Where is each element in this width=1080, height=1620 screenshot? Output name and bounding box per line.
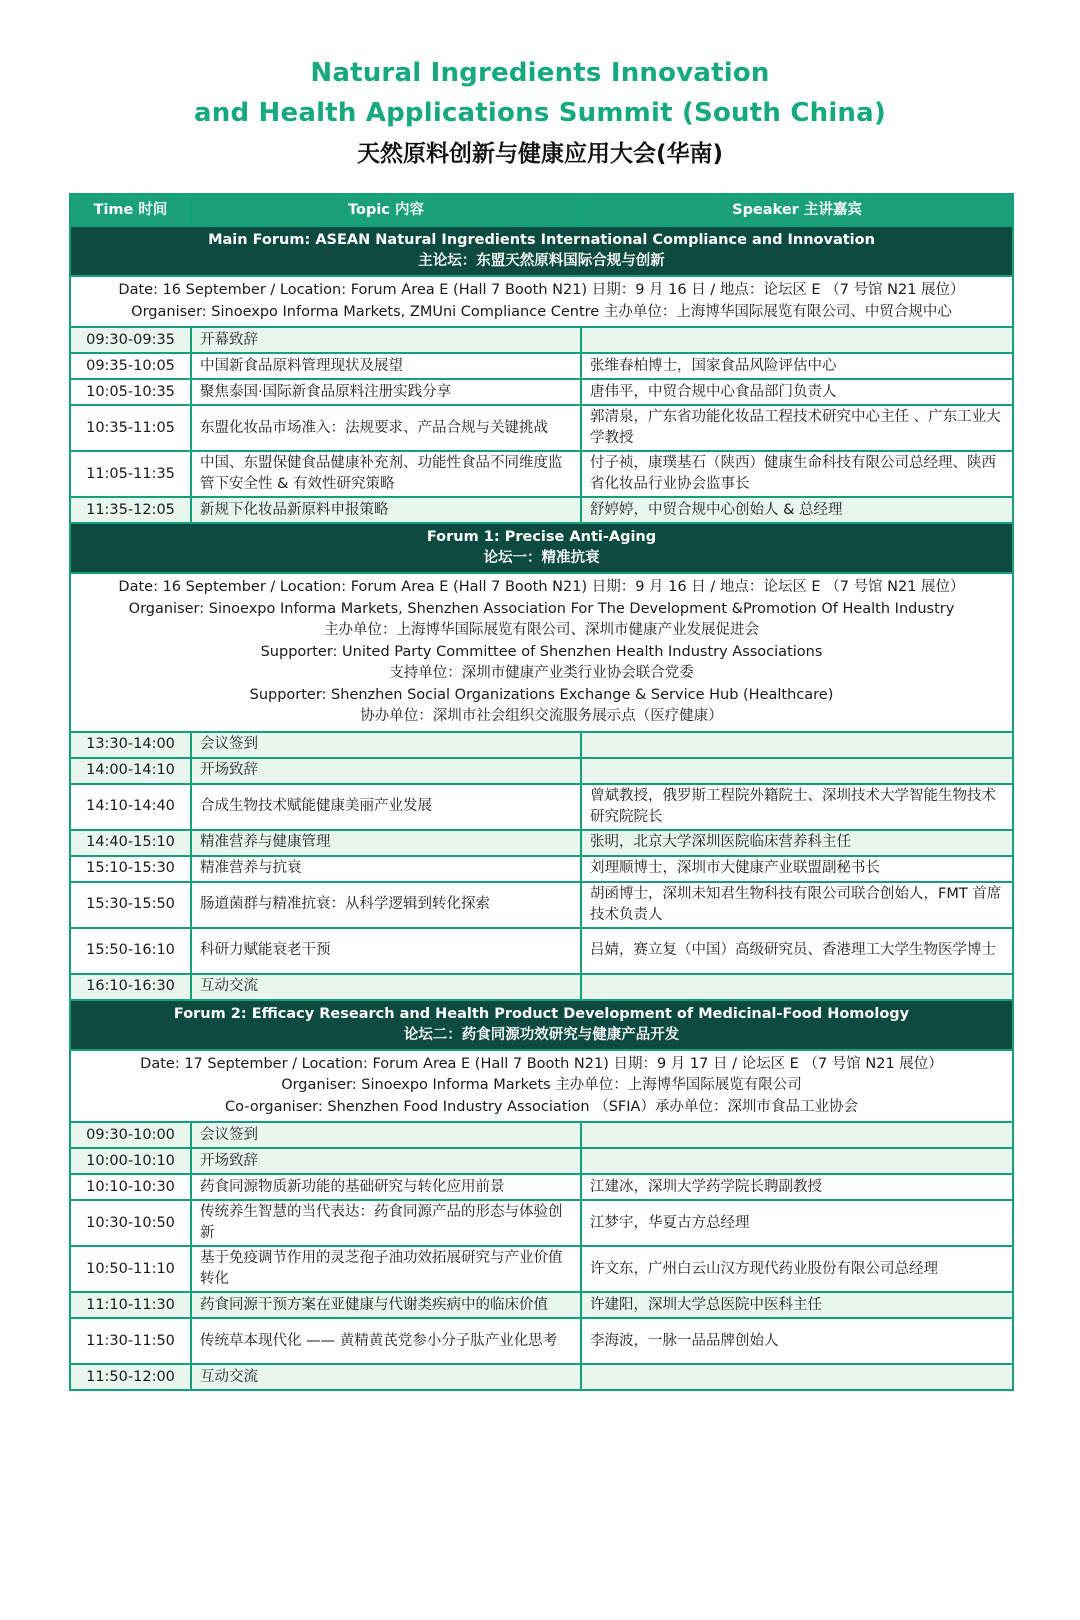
forum1-info-line: Date: 16 September / Location: Forum Area E (Hall 7 Booth N21) 日期：9 月 16 日 / 地点：论坛区 E （7 号馆 N21 展位） — [118, 579, 965, 595]
session-topic: 科研力赋能衰老干预 — [191, 928, 581, 974]
table-row — [70, 1174, 1013, 1200]
session-time: 09:30-10:00 — [70, 1122, 191, 1148]
session-time: 09:35-10:05 — [70, 353, 191, 379]
forum2-header — [70, 1000, 1013, 1050]
forum2-info — [70, 1050, 1013, 1123]
session-time: 10:10-10:30 — [70, 1174, 191, 1200]
session-topic: 聚焦泰国·国际新食品原料注册实践分享 — [191, 379, 581, 405]
session-speaker — [581, 732, 1013, 758]
session-time: 10:05-10:35 — [70, 379, 191, 405]
session-speaker: 许文东，广州白云山汉方现代药业股份有限公司总经理 — [581, 1246, 1013, 1292]
session-topic: 开幕致辞 — [191, 327, 581, 353]
agenda-table — [69, 193, 1014, 1391]
forum2-info-row — [70, 1050, 1013, 1123]
main_forum-info-line: Date: 16 September / Location: Forum Area E (Hall 7 Booth N21) 日期：9 月 16 日 / 地点：论坛区 E （7 号馆 N21 展位） — [118, 282, 965, 298]
session-speaker — [581, 1122, 1013, 1148]
session-topic: 药食同源干预方案在亚健康与代谢类疾病中的临床价值 — [191, 1292, 581, 1318]
table-row — [70, 1318, 1013, 1364]
table-row — [70, 405, 1013, 451]
session-time: 15:30-15:50 — [70, 882, 191, 928]
table-row — [70, 732, 1013, 758]
forum1-info-line: Organiser: Sinoexpo Informa Markets, Shenzhen Association For The Development &Promotion Of Health Industry — [128, 600, 955, 617]
forum1-info-line: Supporter: United Party Committee of Shenzhen Health Industry Associations — [260, 643, 823, 660]
forum1-info-line: 支持单位：深圳市健康产业类行业协会联合党委 — [389, 665, 694, 681]
session-topic: 东盟化妆品市场准入：法规要求、产品合规与关键挑战 — [191, 405, 581, 451]
forum1-title-en: Forum 1: Precise Anti-Aging — [426, 529, 657, 545]
session-speaker: 江梦宇，华夏古方总经理 — [581, 1200, 1013, 1246]
session-speaker — [581, 327, 1013, 353]
session-speaker — [581, 974, 1013, 1000]
main_forum-header-row — [70, 226, 1013, 276]
session-time: 09:30-09:35 — [70, 327, 191, 353]
forum1-info-line: 主办单位：上海博华国际展览有限公司、深圳市健康产业发展促进会 — [324, 622, 759, 638]
session-topic: 传统草本现代化 —— 黄精黄芪党参小分子肽产业化思考 — [191, 1318, 581, 1364]
session-speaker: 江建冰，深圳大学药学院长聘副教授 — [581, 1174, 1013, 1200]
session-topic: 中国新食品原料管理现状及展望 — [191, 353, 581, 379]
session-time: 11:50-12:00 — [70, 1364, 191, 1390]
main_forum-info-line: Organiser: Sinoexpo Informa Markets, ZMUni Compliance Centre 主办单位：上海博华国际展览有限公司、中贸合规中心 — [131, 303, 952, 320]
session-topic: 开场致辞 — [191, 758, 581, 784]
session-time: 15:10-15:30 — [70, 856, 191, 882]
column-header-topic: Topic 内容 — [191, 194, 581, 226]
main_forum-header — [70, 226, 1013, 276]
session-topic: 传统养生智慧的当代表达：药食同源产品的形态与体验创新 — [191, 1200, 581, 1246]
session-time: 10:00-10:10 — [70, 1148, 191, 1174]
forum1-header — [70, 523, 1013, 573]
table-row — [70, 379, 1013, 405]
table-row — [70, 497, 1013, 523]
session-topic: 会议签到 — [191, 1122, 581, 1148]
table-row — [70, 451, 1013, 497]
session-topic: 互动交流 — [191, 1364, 581, 1390]
forum1-header-row — [70, 523, 1013, 573]
session-speaker: 胡函博士，深圳未知君生物科技有限公司联合创始人，FMT 首席技术负责人 — [581, 882, 1013, 928]
table-row — [70, 1148, 1013, 1174]
column-header-speaker: Speaker 主讲嘉宾 — [581, 194, 1013, 226]
forum1-info-line: 协办单位：深圳市社会组织交流服务展示点（医疗健康） — [360, 708, 723, 724]
session-speaker: 李海波，一脉一品品牌创始人 — [581, 1318, 1013, 1364]
summit-title-en-line1: Natural Ingredients Innovation — [310, 58, 770, 88]
session-time: 11:35-12:05 — [70, 497, 191, 523]
session-speaker: 唐伟平，中贸合规中心食品部门负责人 — [581, 379, 1013, 405]
session-topic: 合成生物技术赋能健康美丽产业发展 — [191, 784, 581, 830]
forum1-info — [70, 573, 1013, 732]
session-speaker — [581, 1364, 1013, 1390]
forum2-info-line: Organiser: Sinoexpo Informa Markets 主办单位：上海博华国际展览有限公司 — [281, 1077, 802, 1093]
session-topic: 精准营养与健康管理 — [191, 830, 581, 856]
session-time: 11:05-11:35 — [70, 451, 191, 497]
session-time: 10:35-11:05 — [70, 405, 191, 451]
main_forum-info — [70, 276, 1013, 327]
forum2-header-row — [70, 1000, 1013, 1050]
session-speaker: 张维春柏博士，国家食品风险评估中心 — [581, 353, 1013, 379]
session-topic: 肠道菌群与精准抗衰：从科学逻辑到转化探索 — [191, 882, 581, 928]
table-row — [70, 353, 1013, 379]
table-row — [70, 1200, 1013, 1246]
session-topic: 基于免疫调节作用的灵芝孢子油功效拓展研究与产业价值转化 — [191, 1246, 581, 1292]
session-speaker — [581, 758, 1013, 784]
session-topic: 精准营养与抗衰 — [191, 856, 581, 882]
forum1-info-line: Supporter: Shenzhen Social Organizations Exchange & Service Hub (Healthcare) — [249, 686, 834, 703]
forum2-info-line: Date: 17 September / Location: Forum Area E (Hall 7 Booth N21) 日期：9 月 17 日 / 论坛区 E （7 号馆 N21 展位） — [140, 1055, 943, 1072]
session-time: 11:10-11:30 — [70, 1292, 191, 1318]
session-speaker: 郭清泉，广东省功能化妆品工程技术研究中心主任 、广东工业大学教授 — [581, 405, 1013, 451]
table-row — [70, 928, 1013, 974]
session-time: 13:30-14:00 — [70, 732, 191, 758]
table-row — [70, 1122, 1013, 1148]
agenda-body — [70, 226, 1013, 1390]
session-time: 14:40-15:10 — [70, 830, 191, 856]
table-row — [70, 830, 1013, 856]
session-speaker: 曾斌教授，俄罗斯工程院外籍院士、深圳技术大学智能生物技术研究院院长 — [581, 784, 1013, 830]
session-time: 16:10-16:30 — [70, 974, 191, 1000]
table-row — [70, 974, 1013, 1000]
table-row — [70, 856, 1013, 882]
session-speaker: 许建阳，深圳大学总医院中医科主任 — [581, 1292, 1013, 1318]
table-row — [70, 327, 1013, 353]
session-speaker: 舒婷婷，中贸合规中心创始人 & 总经理 — [581, 497, 1013, 523]
session-time: 15:50-16:10 — [70, 928, 191, 974]
session-topic: 会议签到 — [191, 732, 581, 758]
session-topic: 中国、东盟保健食品健康补充剂、功能性食品不同维度监管下安全性 & 有效性研究策略 — [191, 451, 581, 497]
summit-title-en-line2: and Health Applications Summit (South China) — [194, 98, 886, 128]
session-time: 10:50-11:10 — [70, 1246, 191, 1292]
session-time: 10:30-10:50 — [70, 1200, 191, 1246]
table-row — [70, 1246, 1013, 1292]
session-topic: 新规下化妆品新原料申报策略 — [191, 497, 581, 523]
forum2-title-en: Forum 2: Efficacy Research and Health Product Development of Medicinal-Food Homology — [173, 1005, 910, 1022]
forum1-title-cn: 论坛一：精准抗衰 — [483, 550, 600, 566]
main_forum-title-en: Main Forum: ASEAN Natural Ingredients International Compliance and Innovation — [208, 232, 875, 248]
session-speaker: 吕婧，赛立复（中国）高级研究员、香港理工大学生物医学博士 — [581, 928, 1013, 974]
forum2-title-cn: 论坛二：药食同源功效研究与健康产品开发 — [403, 1026, 680, 1043]
forum2-info-line: Co-organiser: Shenzhen Food Industry Association （SFIA）承办单位：深圳市食品工业协会 — [225, 1098, 858, 1115]
session-speaker: 付子祯，康璞基石（陕西）健康生命科技有限公司总经理、陕西省化妆品行业协会监事长 — [581, 451, 1013, 497]
table-row — [70, 784, 1013, 830]
session-speaker — [581, 1148, 1013, 1174]
session-time: 11:30-11:50 — [70, 1318, 191, 1364]
table-row — [70, 1364, 1013, 1390]
summit-title-cn: 天然原料创新与健康应用大会(华南) — [356, 141, 724, 167]
session-time: 14:00-14:10 — [70, 758, 191, 784]
session-speaker: 张明，北京大学深圳医院临床营养科主任 — [581, 830, 1013, 856]
session-time: 14:10-14:40 — [70, 784, 191, 830]
table-row — [70, 1292, 1013, 1318]
table-row — [70, 758, 1013, 784]
main_forum-info-row — [70, 276, 1013, 327]
session-speaker: 刘理顺博士，深圳市大健康产业联盟副秘书长 — [581, 856, 1013, 882]
column-header-time: Time 时间 — [70, 194, 191, 226]
session-topic: 开场致辞 — [191, 1148, 581, 1174]
main_forum-title-cn: 主论坛：东盟天然原料国际合规与创新 — [418, 253, 665, 269]
session-topic: 互动交流 — [191, 974, 581, 1000]
session-topic: 药食同源物质新功能的基础研究与转化应用前景 — [191, 1174, 581, 1200]
table-header-row — [70, 194, 1013, 226]
table-row — [70, 882, 1013, 928]
forum1-info-row — [70, 573, 1013, 732]
summit-title-en — [0, 53, 1080, 133]
